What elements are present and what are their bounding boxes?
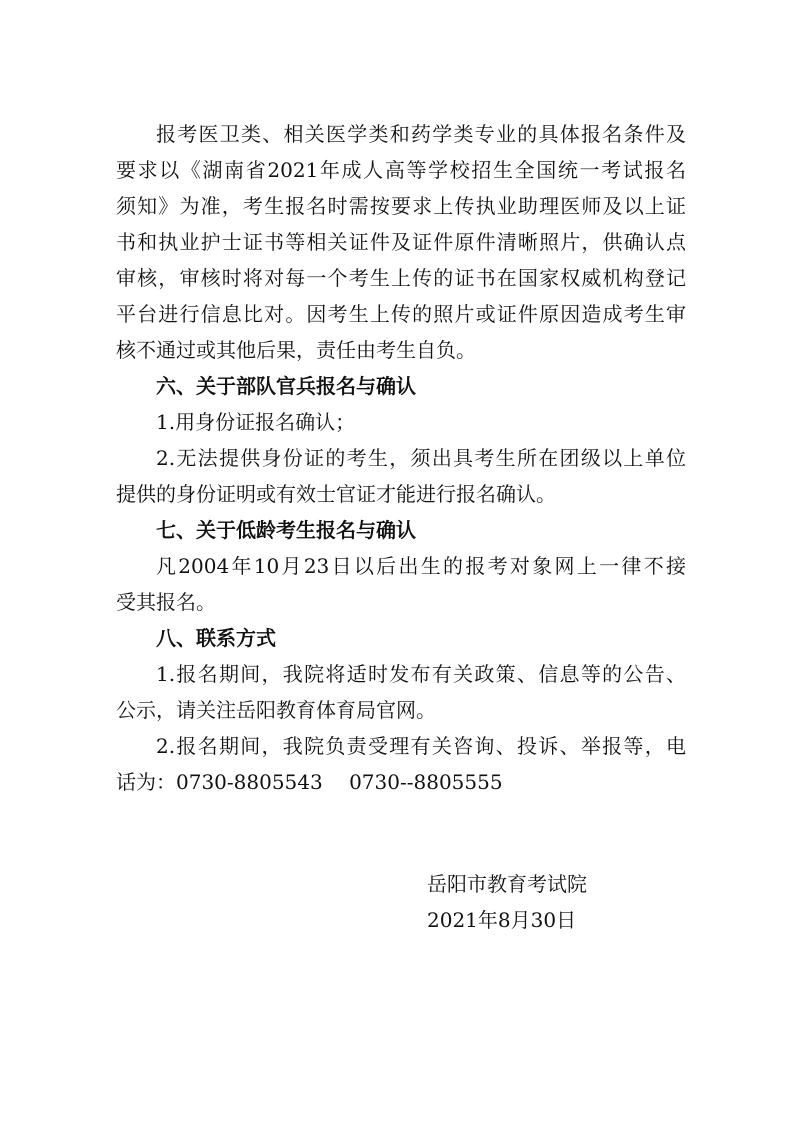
paragraph-line: 报考医卫类、相关医学类和药学类专业的具体报名条件及 (156, 122, 686, 146)
paragraph-line: 平台进行信息比对。因考生上传的照片或证件原因造成考生审 (116, 302, 686, 326)
section-heading-underage: 七、关于低龄考生报名与确认 (156, 518, 416, 542)
paragraph-line: 公示，请关注岳阳教育体育局官网。 (116, 698, 436, 722)
paragraph-line: 1.报名期间，我院将适时发布有关政策、信息等的公告、 (156, 662, 686, 686)
paragraph-line: 要求以《湖南省2021年成人高等学校招生全国统一考试报名 (116, 158, 686, 182)
paragraph-line: 凡2004年10月23日以后出生的报考对象网上一律不接 (156, 554, 686, 578)
paragraph-line: 须知》为准，考生报名时需按要求上传执业助理医师及以上证 (116, 194, 686, 218)
signature-organization: 岳阳市教育考试院 (427, 872, 587, 896)
paragraph-line: 1.用身份证报名确认； (156, 410, 356, 434)
section-heading-contact: 八、联系方式 (156, 626, 276, 650)
paragraph-line: 2.报名期间，我院负责受理有关咨询、投诉、举报等，电 (156, 734, 686, 758)
contact-phone-line: 话为：0730-8805543 0730--8805555 (116, 770, 503, 794)
paragraph-line: 受其报名。 (116, 590, 216, 614)
paragraph-line: 2.无法提供身份证的考生，须出具考生所在团级以上单位 (156, 446, 686, 470)
paragraph-line: 审核，审核时将对每一个考生上传的证书在国家权威机构登记 (116, 266, 686, 290)
signature-date: 2021年8月30日 (427, 908, 577, 932)
paragraph-line: 提供的身份证明或有效士官证才能进行报名确认。 (116, 482, 556, 506)
paragraph-line: 书和执业护士证书等相关证件及证件原件清晰照片，供确认点 (116, 230, 686, 254)
section-heading-military: 六、关于部队官兵报名与确认 (156, 374, 416, 398)
paragraph-line: 核不通过或其他后果，责任由考生自负。 (116, 338, 476, 362)
